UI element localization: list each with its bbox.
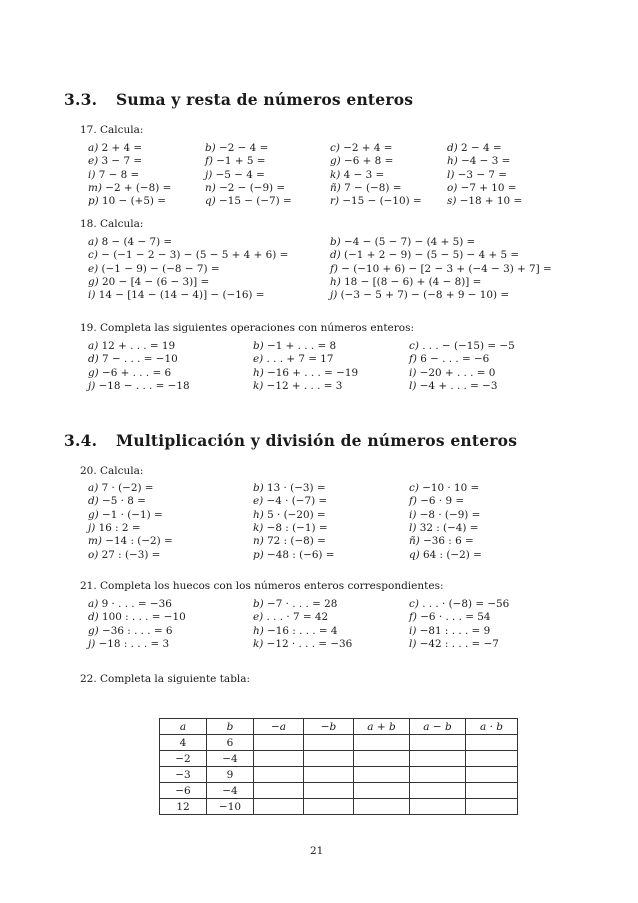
exercise-item <box>88 482 154 495</box>
exercise-item <box>253 625 338 638</box>
item-label: o) <box>447 181 458 194</box>
item-label: h) <box>253 508 264 521</box>
item-expression: −36 : 6 = <box>423 535 474 548</box>
item-label: j) <box>88 521 96 534</box>
item-expression: −4 + . . . = −3 <box>419 379 498 392</box>
exercise-item <box>330 236 475 249</box>
exercise-item <box>409 598 509 611</box>
item-expression: −1 · (−1) = <box>102 508 163 521</box>
item-expression: − (−1 − 2 − 3) − (5 − 5 + 4 + 6) = <box>101 249 289 262</box>
item-expression: 2 + 4 = <box>101 142 143 154</box>
item-expression: −6 · . . . = 54 <box>420 611 491 624</box>
item-expression: −18 − . . . = −18 <box>98 379 190 392</box>
item-label: k) <box>253 521 264 534</box>
question-21 <box>80 580 444 592</box>
exercise-item <box>253 638 352 651</box>
item-expression: −2 − (−9) = <box>219 181 286 194</box>
question-17 <box>80 124 143 136</box>
exercise-item <box>447 182 517 195</box>
exercise-item <box>88 638 169 651</box>
table-cell-empty[interactable] <box>410 735 466 751</box>
table-header: a + b <box>354 719 410 735</box>
question-text: Calcula: <box>100 124 144 136</box>
question-text: Completa los huecos con los números enteros correspondientes: <box>100 580 444 592</box>
question-text: Calcula: <box>100 218 144 230</box>
exercise-item <box>409 482 479 495</box>
exercise-item <box>409 522 478 535</box>
section-number: 3.4. <box>64 431 98 450</box>
exercise-item <box>447 169 507 182</box>
item-expression: −81 : . . . = 9 <box>419 624 491 637</box>
exercise-item <box>330 263 552 276</box>
item-expression: −6 · 9 = <box>420 495 465 508</box>
exercise-item <box>330 169 384 182</box>
item-label: c) <box>88 249 98 262</box>
exercise-item <box>205 195 292 208</box>
exercise-item <box>253 509 326 522</box>
item-expression: 100 : . . . = −10 <box>102 611 186 624</box>
question-number: 17. <box>80 124 97 136</box>
item-label: j) <box>88 637 96 650</box>
exercise-item <box>447 142 502 155</box>
exercise-item <box>88 236 172 249</box>
item-expression: −1 + . . . = 8 <box>267 340 337 352</box>
item-label: f) <box>330 262 338 275</box>
question-19 <box>80 322 414 334</box>
exercise-item <box>253 380 342 393</box>
table-header: b <box>207 719 254 735</box>
exercise-item <box>409 340 515 353</box>
item-expression: −42 : . . . = −7 <box>419 637 499 650</box>
table-cell-empty[interactable] <box>304 767 354 783</box>
item-label: q) <box>205 195 216 208</box>
item-label: b) <box>253 482 264 494</box>
item-expression: −18 : . . . = 3 <box>98 637 170 650</box>
exercise-item <box>88 509 163 522</box>
item-expression: −15 − (−10) = <box>342 195 422 208</box>
item-label: b) <box>205 142 216 154</box>
item-label: ñ) <box>330 181 341 194</box>
table-cell-empty[interactable] <box>354 783 410 799</box>
item-expression: −5 · 8 = <box>102 495 146 508</box>
exercise-item <box>409 495 464 508</box>
table-cell-empty[interactable] <box>410 751 466 767</box>
item-expression: 18 − [(8 − 6) + (4 − 8)] = <box>344 275 482 288</box>
exercise-item <box>88 353 178 366</box>
item-label: k) <box>253 637 264 650</box>
item-label: f) <box>205 155 213 168</box>
table-cell-empty[interactable] <box>304 751 354 767</box>
table-cell-empty[interactable] <box>466 735 518 751</box>
item-expression: −18 + 10 = <box>459 195 523 208</box>
question-number: 18. <box>80 218 97 230</box>
table-cell-empty[interactable] <box>254 767 304 783</box>
item-expression: 20 − [4 − (6 − 3)] = <box>102 275 210 288</box>
question-18 <box>80 218 143 230</box>
section-heading-3-3 <box>64 90 413 109</box>
item-label: p) <box>88 195 99 208</box>
table-cell-empty[interactable] <box>354 767 410 783</box>
item-expression: −4 − 3 = <box>461 155 511 168</box>
table-cell-empty[interactable] <box>410 767 466 783</box>
table-cell-empty[interactable] <box>304 735 354 751</box>
item-expression: −7 · . . . = 28 <box>267 598 338 610</box>
item-label: f) <box>409 495 417 508</box>
exercise-item <box>253 482 326 495</box>
table-cell-empty[interactable] <box>466 783 518 799</box>
table-cell-empty[interactable] <box>254 751 304 767</box>
item-expression: 7 · (−2) = <box>101 482 154 494</box>
table-cell-empty[interactable] <box>466 799 518 815</box>
item-expression: −2 + (−8) = <box>105 181 172 194</box>
item-label: d) <box>88 495 99 508</box>
item-label: i) <box>409 624 417 637</box>
item-expression: −8 · (−9) = <box>419 508 481 521</box>
item-label: g) <box>88 508 99 521</box>
exercise-item <box>409 638 499 651</box>
item-expression: −16 + . . . = −19 <box>267 366 359 379</box>
item-expression: −1 + 5 = <box>216 155 266 168</box>
exercise-item <box>205 155 265 168</box>
item-label: d) <box>88 353 99 366</box>
exercise-item <box>88 611 186 624</box>
item-label: g) <box>88 275 99 288</box>
exercise-item <box>409 380 497 393</box>
table-cell: −3 <box>160 767 207 783</box>
item-label: g) <box>88 366 99 379</box>
table-cell: −4 <box>207 751 254 767</box>
item-label: a) <box>88 598 99 610</box>
section-heading-3-4 <box>64 431 517 450</box>
table-cell: −2 <box>160 751 207 767</box>
item-expression: . . . · 7 = 42 <box>266 611 329 624</box>
table-header: a <box>160 719 207 735</box>
item-expression: (−3 − 5 + 7) − (−8 + 9 − 10) = <box>340 289 510 302</box>
item-expression: −36 : . . . = 6 <box>102 624 173 637</box>
item-label: i) <box>409 366 417 379</box>
exercise-item <box>330 195 422 208</box>
item-label: a) <box>88 340 99 352</box>
item-expression: −16 : . . . = 4 <box>267 624 338 637</box>
table-cell-empty[interactable] <box>354 735 410 751</box>
section-title: Suma y resta de números enteros <box>116 90 414 109</box>
item-label: r) <box>330 195 340 208</box>
exercise-item <box>88 142 142 155</box>
question-number: 21. <box>80 580 97 592</box>
exercise-item <box>447 195 522 208</box>
item-expression: 72 : (−8) = <box>267 535 326 548</box>
question-text: Completa las siguientes operaciones con números enteros: <box>100 322 415 334</box>
item-expression: −4 − (5 − 7) − (4 + 5) = <box>344 236 476 248</box>
item-label: c) <box>409 598 419 610</box>
item-label: s) <box>447 195 457 208</box>
exercise-item <box>253 535 326 548</box>
table-cell: 9 <box>207 767 254 783</box>
exercise-item <box>253 598 337 611</box>
item-expression: 13 · (−3) = <box>267 482 326 494</box>
item-expression: −6 + . . . = 6 <box>102 366 172 379</box>
exercise-item <box>88 549 160 562</box>
item-label: k) <box>253 379 264 392</box>
item-label: a) <box>88 482 99 494</box>
exercise-item <box>409 535 474 548</box>
item-label: e) <box>253 611 264 624</box>
item-expression: −2 + 4 = <box>343 142 393 154</box>
item-expression: 9 · . . . = −36 <box>101 598 172 610</box>
item-expression: 7 − . . . = −10 <box>102 353 178 366</box>
item-label: ñ) <box>409 535 420 548</box>
item-expression: −6 + 8 = <box>344 155 394 168</box>
exercise-item <box>253 340 336 353</box>
item-label: d) <box>88 611 99 624</box>
item-label: i) <box>409 508 417 521</box>
question-20 <box>80 465 143 477</box>
section-number: 3.3. <box>64 90 98 109</box>
exercise-item <box>88 495 146 508</box>
table-header: −b <box>304 719 354 735</box>
exercise-item <box>409 353 489 366</box>
table-cell: −4 <box>207 783 254 799</box>
item-label: b) <box>253 598 264 610</box>
item-label: g) <box>88 624 99 637</box>
exercise-item <box>88 155 142 168</box>
table-cell-empty[interactable] <box>410 783 466 799</box>
item-expression: 7 − 8 = <box>98 168 140 181</box>
item-label: e) <box>88 155 99 168</box>
item-expression: −48 : (−6) = <box>267 548 335 561</box>
item-label: k) <box>330 168 341 181</box>
exercise-item <box>409 611 491 624</box>
exercise-item <box>88 367 171 380</box>
item-label: l) <box>409 379 417 392</box>
exercise-item <box>253 522 328 535</box>
section-title: Multiplicación y división de números enteros <box>116 431 518 450</box>
item-expression: 27 : (−3) = <box>101 548 161 561</box>
item-expression: −3 − 7 = <box>457 168 507 181</box>
item-expression: −8 : (−1) = <box>266 521 328 534</box>
exercise-item <box>409 509 480 522</box>
item-label: e) <box>88 262 99 275</box>
exercise-item <box>330 276 481 289</box>
item-label: i) <box>88 289 96 302</box>
item-expression: 3 − 7 = <box>101 155 143 168</box>
table-cell: 12 <box>160 799 207 815</box>
exercise-item <box>205 182 285 195</box>
item-expression: 12 + . . . = 19 <box>101 340 176 352</box>
table-cell: −10 <box>207 799 254 815</box>
exercise-item <box>330 142 392 155</box>
item-label: n) <box>205 181 216 194</box>
question-number: 19. <box>80 322 97 334</box>
exercise-item <box>88 249 288 262</box>
item-label: c) <box>409 340 419 352</box>
item-label: d) <box>330 249 341 262</box>
table-header-row <box>160 719 518 735</box>
exercise-item <box>88 625 173 638</box>
item-expression: −10 · 10 = <box>422 482 480 494</box>
item-expression: −15 − (−7) = <box>219 195 292 208</box>
item-expression: −7 + 10 = <box>460 181 517 194</box>
table-cell-empty[interactable] <box>354 799 410 815</box>
table-cell-empty[interactable] <box>254 783 304 799</box>
exercise-item <box>330 289 509 302</box>
item-expression: −2 − 4 = <box>219 142 269 154</box>
item-expression: −14 : (−2) = <box>105 535 173 548</box>
question-number: 20. <box>80 465 97 477</box>
item-expression: 14 − [14 − (14 − 4)] − (−16) = <box>98 289 265 302</box>
table-cell: 4 <box>160 735 207 751</box>
item-label: h) <box>447 155 458 168</box>
item-expression: 8 − (4 − 7) = <box>101 236 173 248</box>
item-label: b) <box>330 236 341 248</box>
exercise-item <box>253 611 328 624</box>
table-cell-empty[interactable] <box>304 783 354 799</box>
item-label: a) <box>88 142 99 154</box>
item-label: b) <box>253 340 264 352</box>
item-label: p) <box>253 548 264 561</box>
exercise-item <box>205 142 268 155</box>
item-expression: 2 − 4 = <box>461 142 502 154</box>
item-expression: 10 − (+5) = <box>102 195 166 208</box>
exercise-item <box>409 367 495 380</box>
exercise-item <box>88 289 265 302</box>
table-cell-empty[interactable] <box>354 751 410 767</box>
exercise-item <box>88 598 172 611</box>
item-label: e) <box>253 495 264 508</box>
question-22 <box>80 673 250 685</box>
item-label: l) <box>409 521 417 534</box>
exercise-item <box>253 495 327 508</box>
item-expression: . . . + 7 = 17 <box>266 353 334 366</box>
table-cell: 6 <box>207 735 254 751</box>
item-expression: −4 · (−7) = <box>266 495 328 508</box>
item-expression: − (−10 + 6) − [2 − 3 + (−4 − 3) + 7] = <box>341 262 552 275</box>
table-header: −a <box>254 719 304 735</box>
item-label: l) <box>409 637 417 650</box>
exercise-item <box>88 340 175 353</box>
item-expression: −20 + . . . = 0 <box>419 366 496 379</box>
item-expression: 16 : 2 = <box>98 521 141 534</box>
table-row <box>160 735 518 751</box>
item-expression: −5 − 4 = <box>215 168 265 181</box>
exercise-item <box>330 182 401 195</box>
item-expression: . . . − (−15) = −5 <box>422 340 515 352</box>
item-label: n) <box>253 535 264 548</box>
item-label: g) <box>330 155 341 168</box>
item-label: m) <box>88 181 102 194</box>
question-text: Completa la siguiente tabla: <box>100 673 251 685</box>
item-label: h) <box>253 624 264 637</box>
table-cell-empty[interactable] <box>254 799 304 815</box>
exercise-item <box>253 549 335 562</box>
item-label: e) <box>253 353 264 366</box>
exercise-item <box>88 182 171 195</box>
item-label: j) <box>88 379 96 392</box>
item-expression: −12 + . . . = 3 <box>266 379 343 392</box>
item-expression: 64 : (−2) = <box>423 548 482 561</box>
exercise-item <box>88 522 141 535</box>
item-label: l) <box>447 168 455 181</box>
table-cell: −6 <box>160 783 207 799</box>
table-row <box>160 767 518 783</box>
page-number: 21 <box>310 845 324 857</box>
question-text: Calcula: <box>100 465 144 477</box>
table-row <box>160 799 518 815</box>
item-label: i) <box>88 168 96 181</box>
exercise-item <box>88 169 139 182</box>
values-table <box>159 718 518 815</box>
exercise-item <box>253 353 334 366</box>
item-label: h) <box>253 366 264 379</box>
item-expression: 32 : (−4) = <box>419 521 479 534</box>
table-cell-empty[interactable] <box>410 799 466 815</box>
item-expression: 7 − (−8) = <box>344 181 402 194</box>
item-label: f) <box>409 611 417 624</box>
table-row <box>160 783 518 799</box>
item-label: d) <box>447 142 458 154</box>
item-label: q) <box>409 548 420 561</box>
question-number: 22. <box>80 673 97 685</box>
table-header: a − b <box>410 719 466 735</box>
exercise-item <box>88 276 209 289</box>
item-expression: . . . · (−8) = −56 <box>422 598 510 610</box>
exercise-item <box>253 367 358 380</box>
item-expression: 5 · (−20) = <box>267 508 326 521</box>
exercise-item <box>88 535 173 548</box>
item-label: c) <box>409 482 419 494</box>
item-expression: (−1 + 2 − 9) − (5 − 5) − 4 + 5 = <box>344 249 520 262</box>
item-expression: 4 − 3 = <box>343 168 385 181</box>
exercise-item <box>205 169 265 182</box>
table-row <box>160 751 518 767</box>
item-label: c) <box>330 142 340 154</box>
table-cell-empty[interactable] <box>304 799 354 815</box>
exercise-item <box>88 263 220 276</box>
item-label: o) <box>88 548 99 561</box>
table-cell-empty[interactable] <box>466 767 518 783</box>
exercise-item <box>447 155 510 168</box>
item-label: j) <box>205 168 213 181</box>
item-label: a) <box>88 236 99 248</box>
item-expression: (−1 − 9) − (−8 − 7) = <box>101 262 220 275</box>
item-label: f) <box>409 353 417 366</box>
exercise-item <box>330 155 393 168</box>
exercise-item <box>88 195 166 208</box>
item-label: h) <box>330 275 341 288</box>
item-label: j) <box>330 289 338 302</box>
table-header: a · b <box>466 719 518 735</box>
exercise-item <box>88 380 190 393</box>
table-cell-empty[interactable] <box>254 735 304 751</box>
table-cell-empty[interactable] <box>466 751 518 767</box>
item-expression: 6 − . . . = −6 <box>420 353 490 366</box>
exercise-item <box>409 549 482 562</box>
item-label: m) <box>88 535 102 548</box>
exercise-item <box>409 625 490 638</box>
item-expression: −12 · . . . = −36 <box>266 637 353 650</box>
exercise-item <box>330 249 519 262</box>
